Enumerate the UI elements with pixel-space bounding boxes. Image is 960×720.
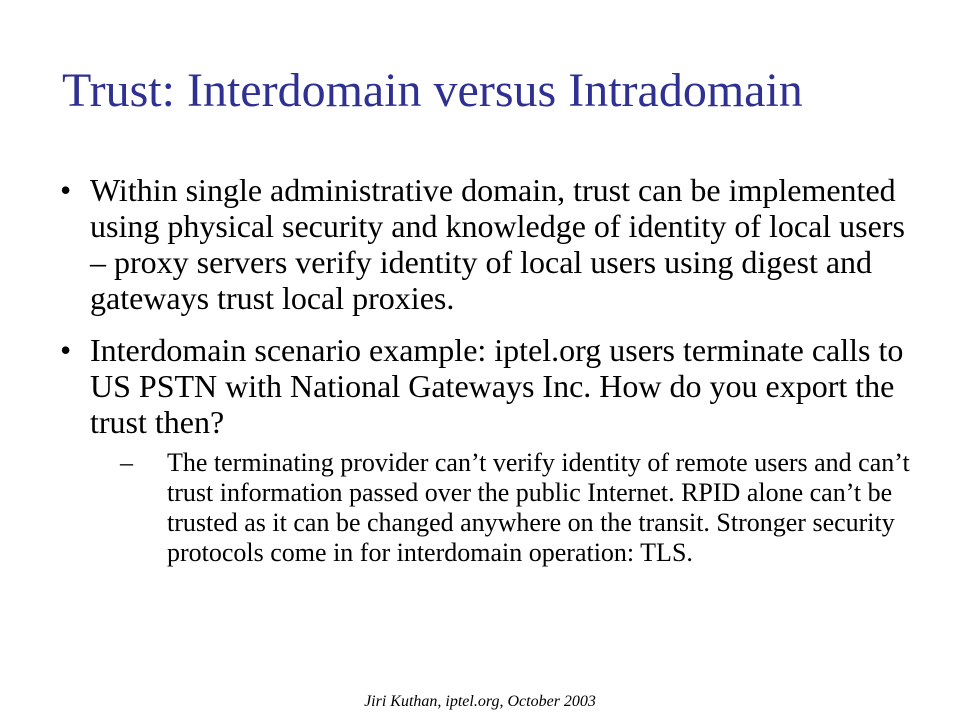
sub-bullet-text: The terminating provider can’t verify identity of remote users and can’t trust information passed over the public Internet. RPID alone can’t be trusted as it can be changed anywhere on the transit. Stronger security protocols come in for interdomain operation: TLS. — [167, 448, 910, 567]
bullet-marker: • — [60, 332, 72, 368]
slide-title: Trust: Interdomain versus Intradomain — [62, 64, 803, 117]
sub-bullet-marker: – — [120, 448, 133, 477]
bullet-text: Interdomain scenario example: iptel.org users terminate calls to US PSTN with National Gateways Inc. How do you export the trust then? — [90, 332, 904, 440]
bullet-item-intradomain — [60, 172, 920, 316]
bullet-text: Within single administrative domain, trust can be implemented using physical security and knowledge of identity of local users – proxy servers verify identity of local users using digest and gateways trust local proxies. — [90, 172, 905, 316]
bullet-list — [60, 172, 920, 584]
sub-bullet-list — [90, 448, 920, 568]
bullet-marker: • — [60, 172, 72, 208]
bullet-item-interdomain — [60, 332, 920, 568]
sub-bullet-item-tls — [120, 448, 920, 568]
slide-footer: Jiri Kuthan, iptel.org, October 2003 — [364, 693, 596, 710]
